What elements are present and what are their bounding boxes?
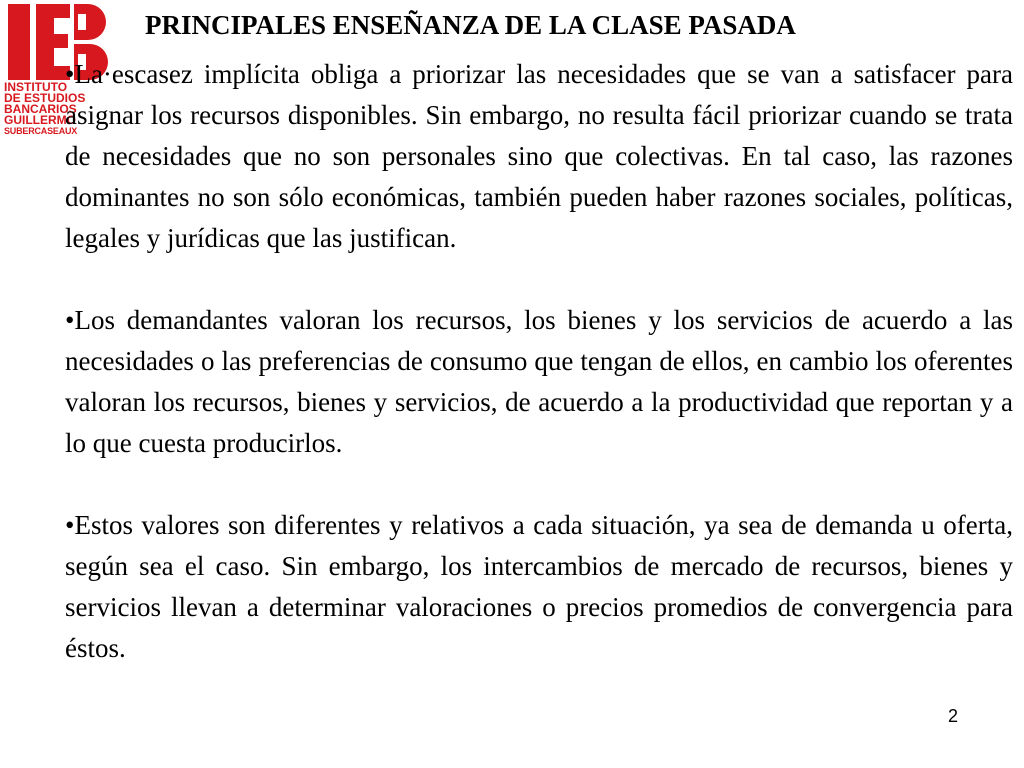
slide-title: PRINCIPALES ENSEÑANZA DE LA CLASE PASADA <box>145 10 796 40</box>
bullet-paragraph: •La·escasez implícita obliga a priorizar las necesidades que se van a satisfacer para asignar los recursos disponibles. Sin embargo, no resulta fácil priorizar cuando se trata de necesidades que no son personales sino que colectivas. En tal caso, las razones dominantes no son sólo económicas, también pueden haber razones sociales, políticas, legales y jurídicas que las justifican. <box>65 59 1013 253</box>
bullet-paragraph: •Los demandantes valoran los recursos, los bienes y los servicios de acuerdo a las necesidades o las preferencias de consumo que tengan de ellos, en cambio los oferentes valoran los recursos, bienes y servicios, de acuerdo a la productividad que reportan y a lo que cuesta producirlos. <box>65 305 1013 458</box>
page-number: 2 <box>948 706 959 726</box>
logo-line: GUILLERMO <box>4 113 76 127</box>
logo-line: SUBERCASEAUX <box>4 126 78 136</box>
slide-body <box>65 54 1013 669</box>
logo-line: BANCARIOS <box>4 102 77 116</box>
logo-line: INSTITUTO <box>4 80 68 94</box>
logo-line: DE ESTUDIOS <box>4 91 86 105</box>
bullet-paragraph: •Estos valores son diferentes y relativos a cada situación, ya sea de demanda u oferta, según sea el caso. Sin embargo, los intercambios de mercado de recursos, bienes y servicios llevan a determinar valoraciones o precios promedios de convergencia para éstos. <box>65 510 1013 663</box>
